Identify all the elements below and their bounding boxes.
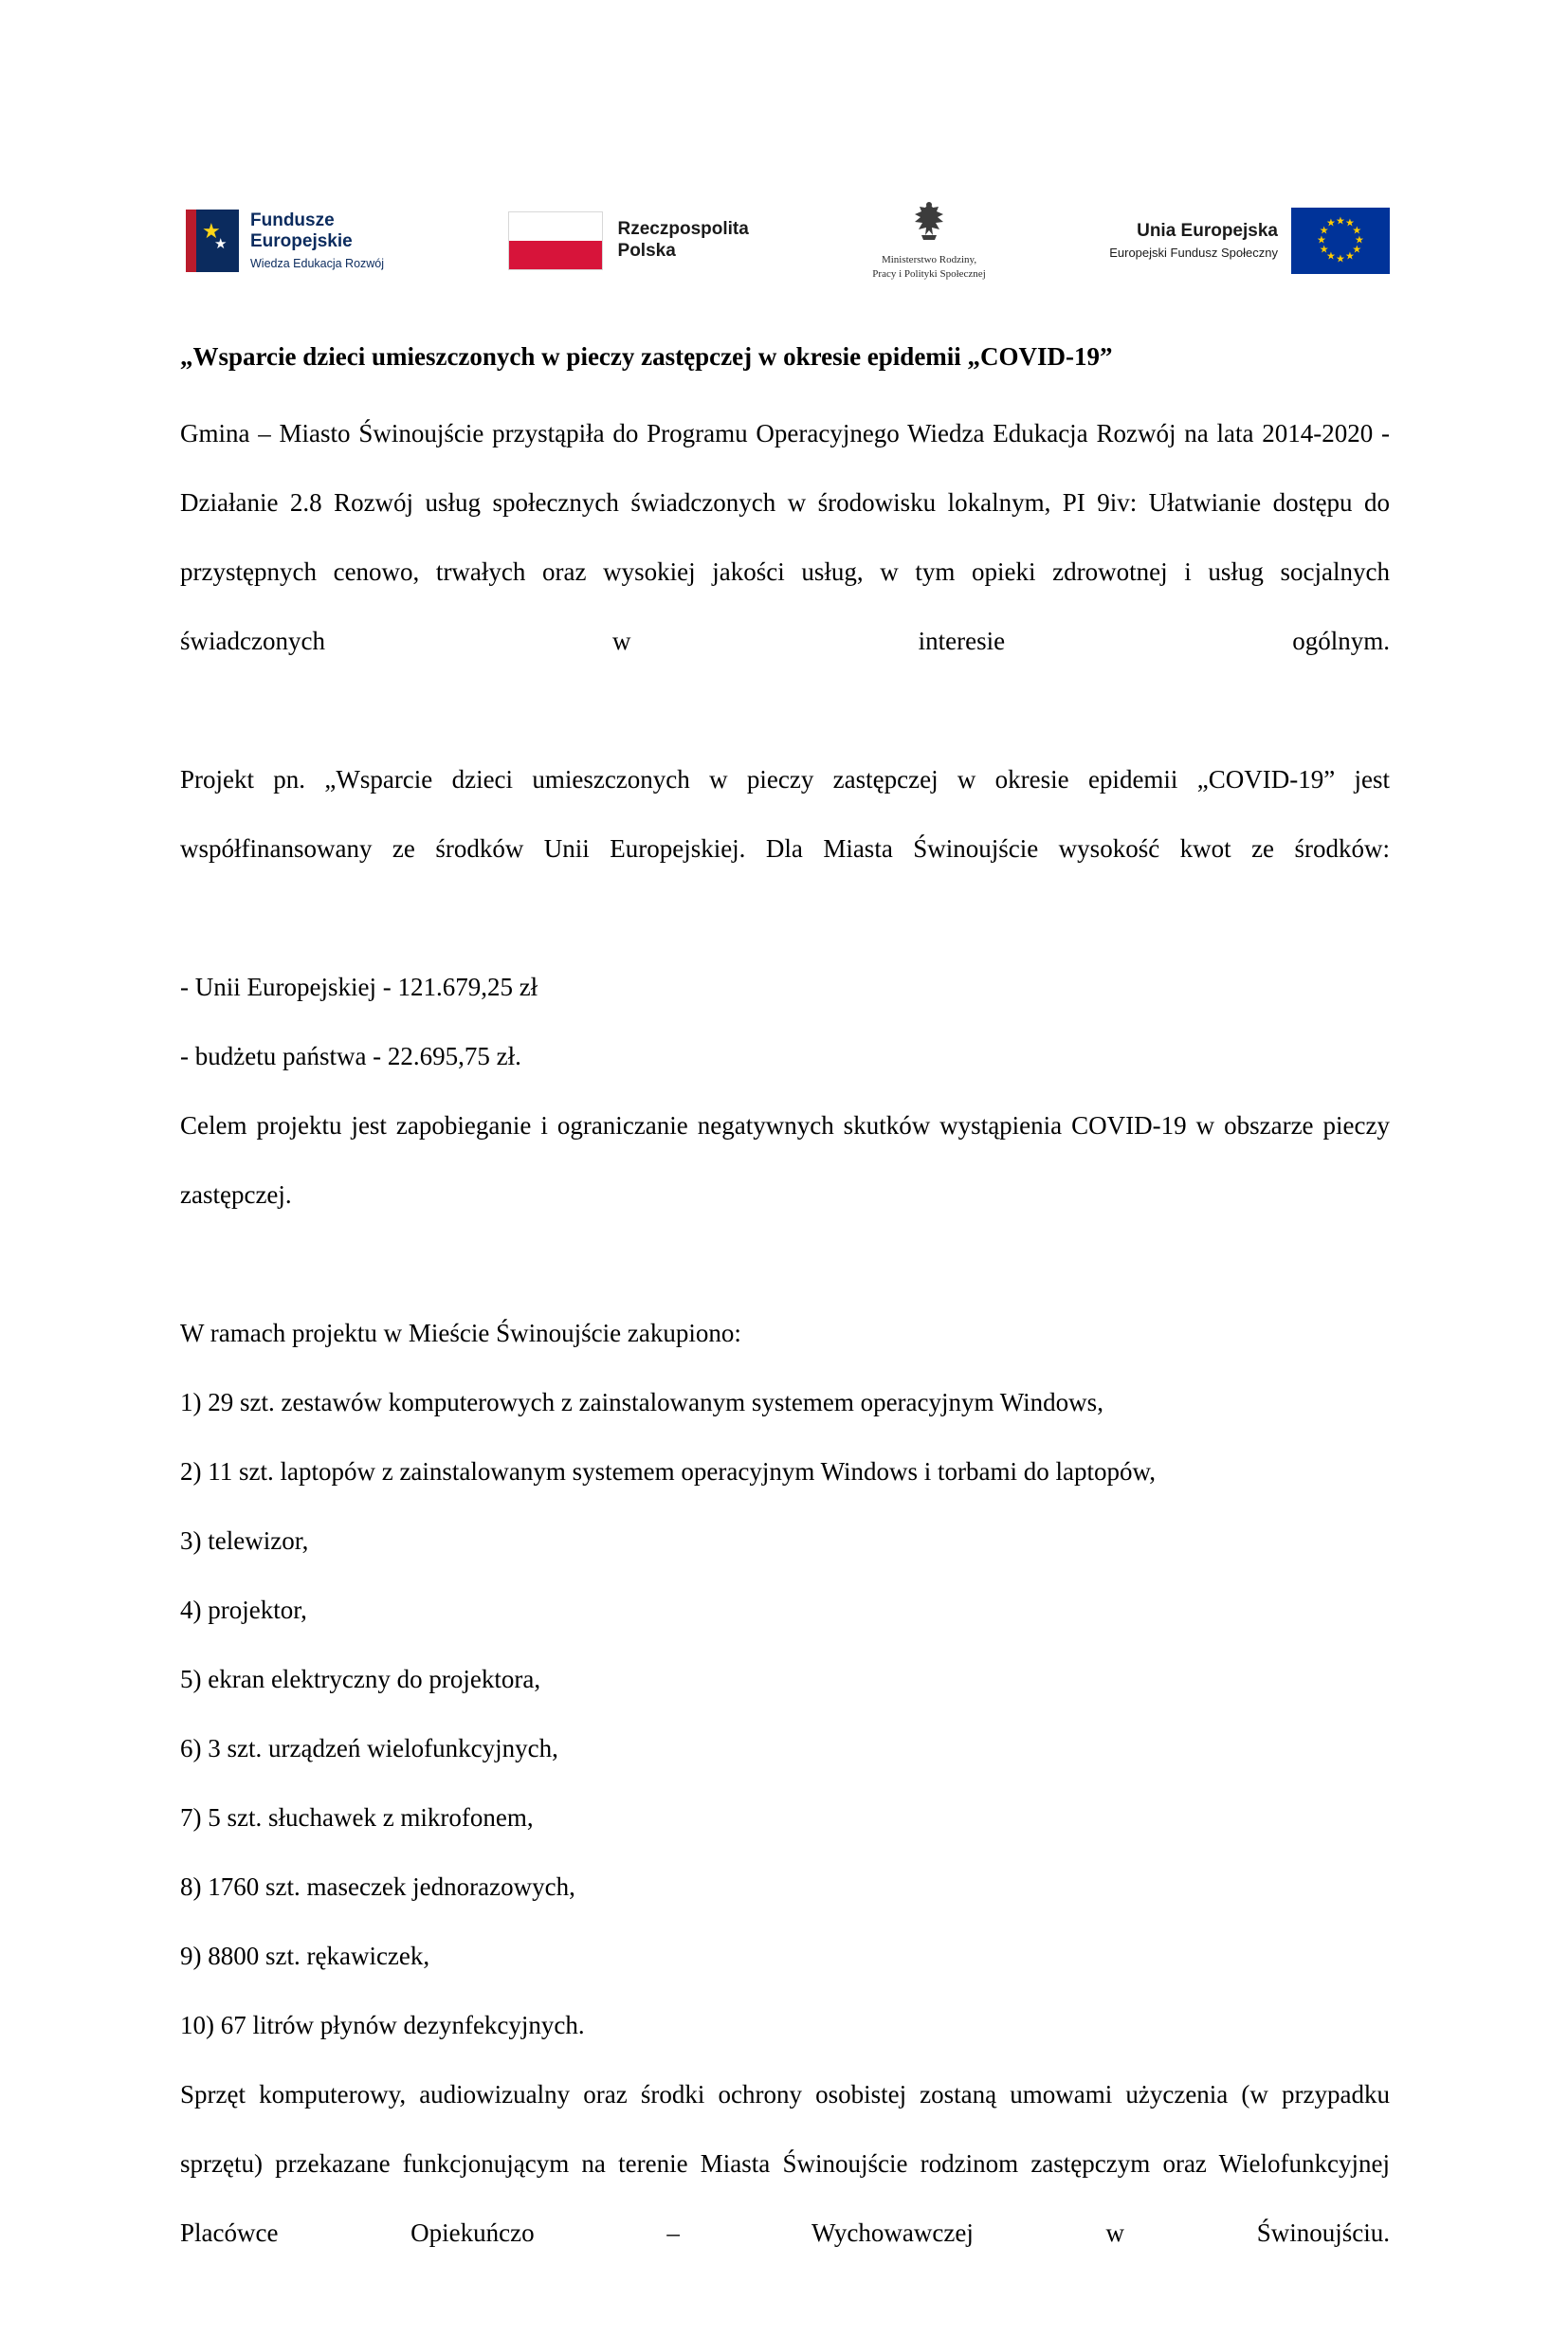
logo-ministerstwo — [872, 186, 985, 295]
logo-unia-europejska — [1109, 186, 1390, 295]
list-item-4: 4) projektor, — [180, 1596, 307, 1624]
fundusze-europejskie-text — [250, 210, 384, 271]
paragraph-funds-budget: - budżetu państwa - 22.695,75 zł. — [180, 1042, 521, 1070]
fundusze-europejskie-icon: ★ ★ — [186, 210, 239, 272]
unia-europejska-text — [1109, 220, 1278, 261]
rzeczpospolita-line2: Polska — [617, 240, 676, 261]
rzeczpospolita-text — [618, 219, 749, 263]
document-body — [180, 322, 1390, 2337]
unia-line2: Europejski Fundusz Społeczny — [1109, 245, 1278, 260]
ministerstwo-text — [872, 253, 985, 282]
fundusze-line2: Europejskie — [250, 231, 353, 252]
list-item-3: 3) telewizor, — [180, 1526, 309, 1555]
logo-bar — [186, 186, 1390, 295]
logo-fundusze-europejskie — [186, 186, 384, 295]
list-item-2: 2) 11 szt. laptopów z zainstalowanym systemem operacyjnym Windows i torbami do laptopów, — [180, 1457, 1156, 1486]
unia-line1: Unia Europejska — [1137, 221, 1278, 241]
logo-rzeczpospolita-polska — [508, 186, 749, 295]
fundusze-line3: Wiedza Edukacja Rozwój — [250, 256, 385, 270]
eu-flag-icon: ★ ★ ★ ★ ★ ★ ★ ★ ★ ★ ★ ★ — [1291, 208, 1390, 274]
ministerstwo-line2: Pracy i Polityki Społecznej — [872, 268, 986, 280]
list-item-7: 7) 5 szt. słuchawek z mikrofonem, — [180, 1803, 534, 1832]
list-item-9: 9) 8800 szt. rękawiczek, — [180, 1942, 430, 1970]
paragraph-purchases-intro: W ramach projektu w Mieście Świnoujście zakupiono: — [180, 1319, 741, 1347]
list-item-6: 6) 3 szt. urządzeń wielofunkcyjnych, — [180, 1734, 558, 1762]
eagle-emblem-icon — [907, 199, 951, 248]
page-title: „Wsparcie dzieci umieszczonych w pieczy zastępczej w okresie epidemii „COVID-19” — [180, 342, 1113, 371]
rzeczpospolita-line1: Rzeczpospolita — [617, 218, 749, 239]
list-item-5: 5) ekran elektryczny do projektora, — [180, 1665, 541, 1693]
list-item-10: 10) 67 litrów płynów dezynfekcyjnych. — [180, 2011, 585, 2039]
paragraph-intro: Gmina – Miasto Świnoujście przystąpiła do Programu Operacyjnego Wiedza Edukacja Rozwój na lata 2014-2020 - Działanie 2.8 Rozwój usług społecznych świadczonych w środowisku lokalnym, PI 9iv: Ułatwianie dostępu do przystępnych cenowo, trwałych oraz wysokiej jakości usług, w tym opieki zdrowotnej i usług socjalnych świadczonych w interesie ogólnym. — [180, 419, 1390, 655]
paragraph-project: Projekt pn. „Wsparcie dzieci umieszczonych w pieczy zastępczej w okresie epidemii „COVID-19” jest współfinansowany ze środków Unii Europejskiej. Dla Miasta Świnoujście wysokość kwot ze środków: — [180, 765, 1390, 863]
paragraph-funds-eu: - Unii Europejskiej - 121.679,25 zł — [180, 973, 538, 1001]
fundusze-line1: Fundusze — [250, 210, 335, 230]
paragraph-distribution: Sprzęt komputerowy, audiowizualny oraz środki ochrony osobistej zostaną umowami użyczenia (w przypadku sprzętu) przekazane funkcjonującym na terenie Miasta Świnoujście rodzinom zastępczym oraz Wielofunkcyjnej Placówce Opiekuńczo – Wychowawczej w Świnoujściu. — [180, 2080, 1390, 2247]
list-item-8: 8) 1760 szt. maseczek jednorazowych, — [180, 1872, 575, 1901]
ministerstwo-line1: Ministerstwo Rodziny, — [881, 254, 977, 266]
list-item-1: 1) 29 szt. zestawów komputerowych z zainstalowanym systemem operacyjnym Windows, — [180, 1388, 1103, 1416]
paragraph-goal: Celem projektu jest zapobieganie i ograniczanie negatywnych skutków wystąpienia COVID-19 w obszarze pieczy zastępczej. — [180, 1111, 1390, 1209]
polish-flag-icon — [508, 211, 603, 270]
